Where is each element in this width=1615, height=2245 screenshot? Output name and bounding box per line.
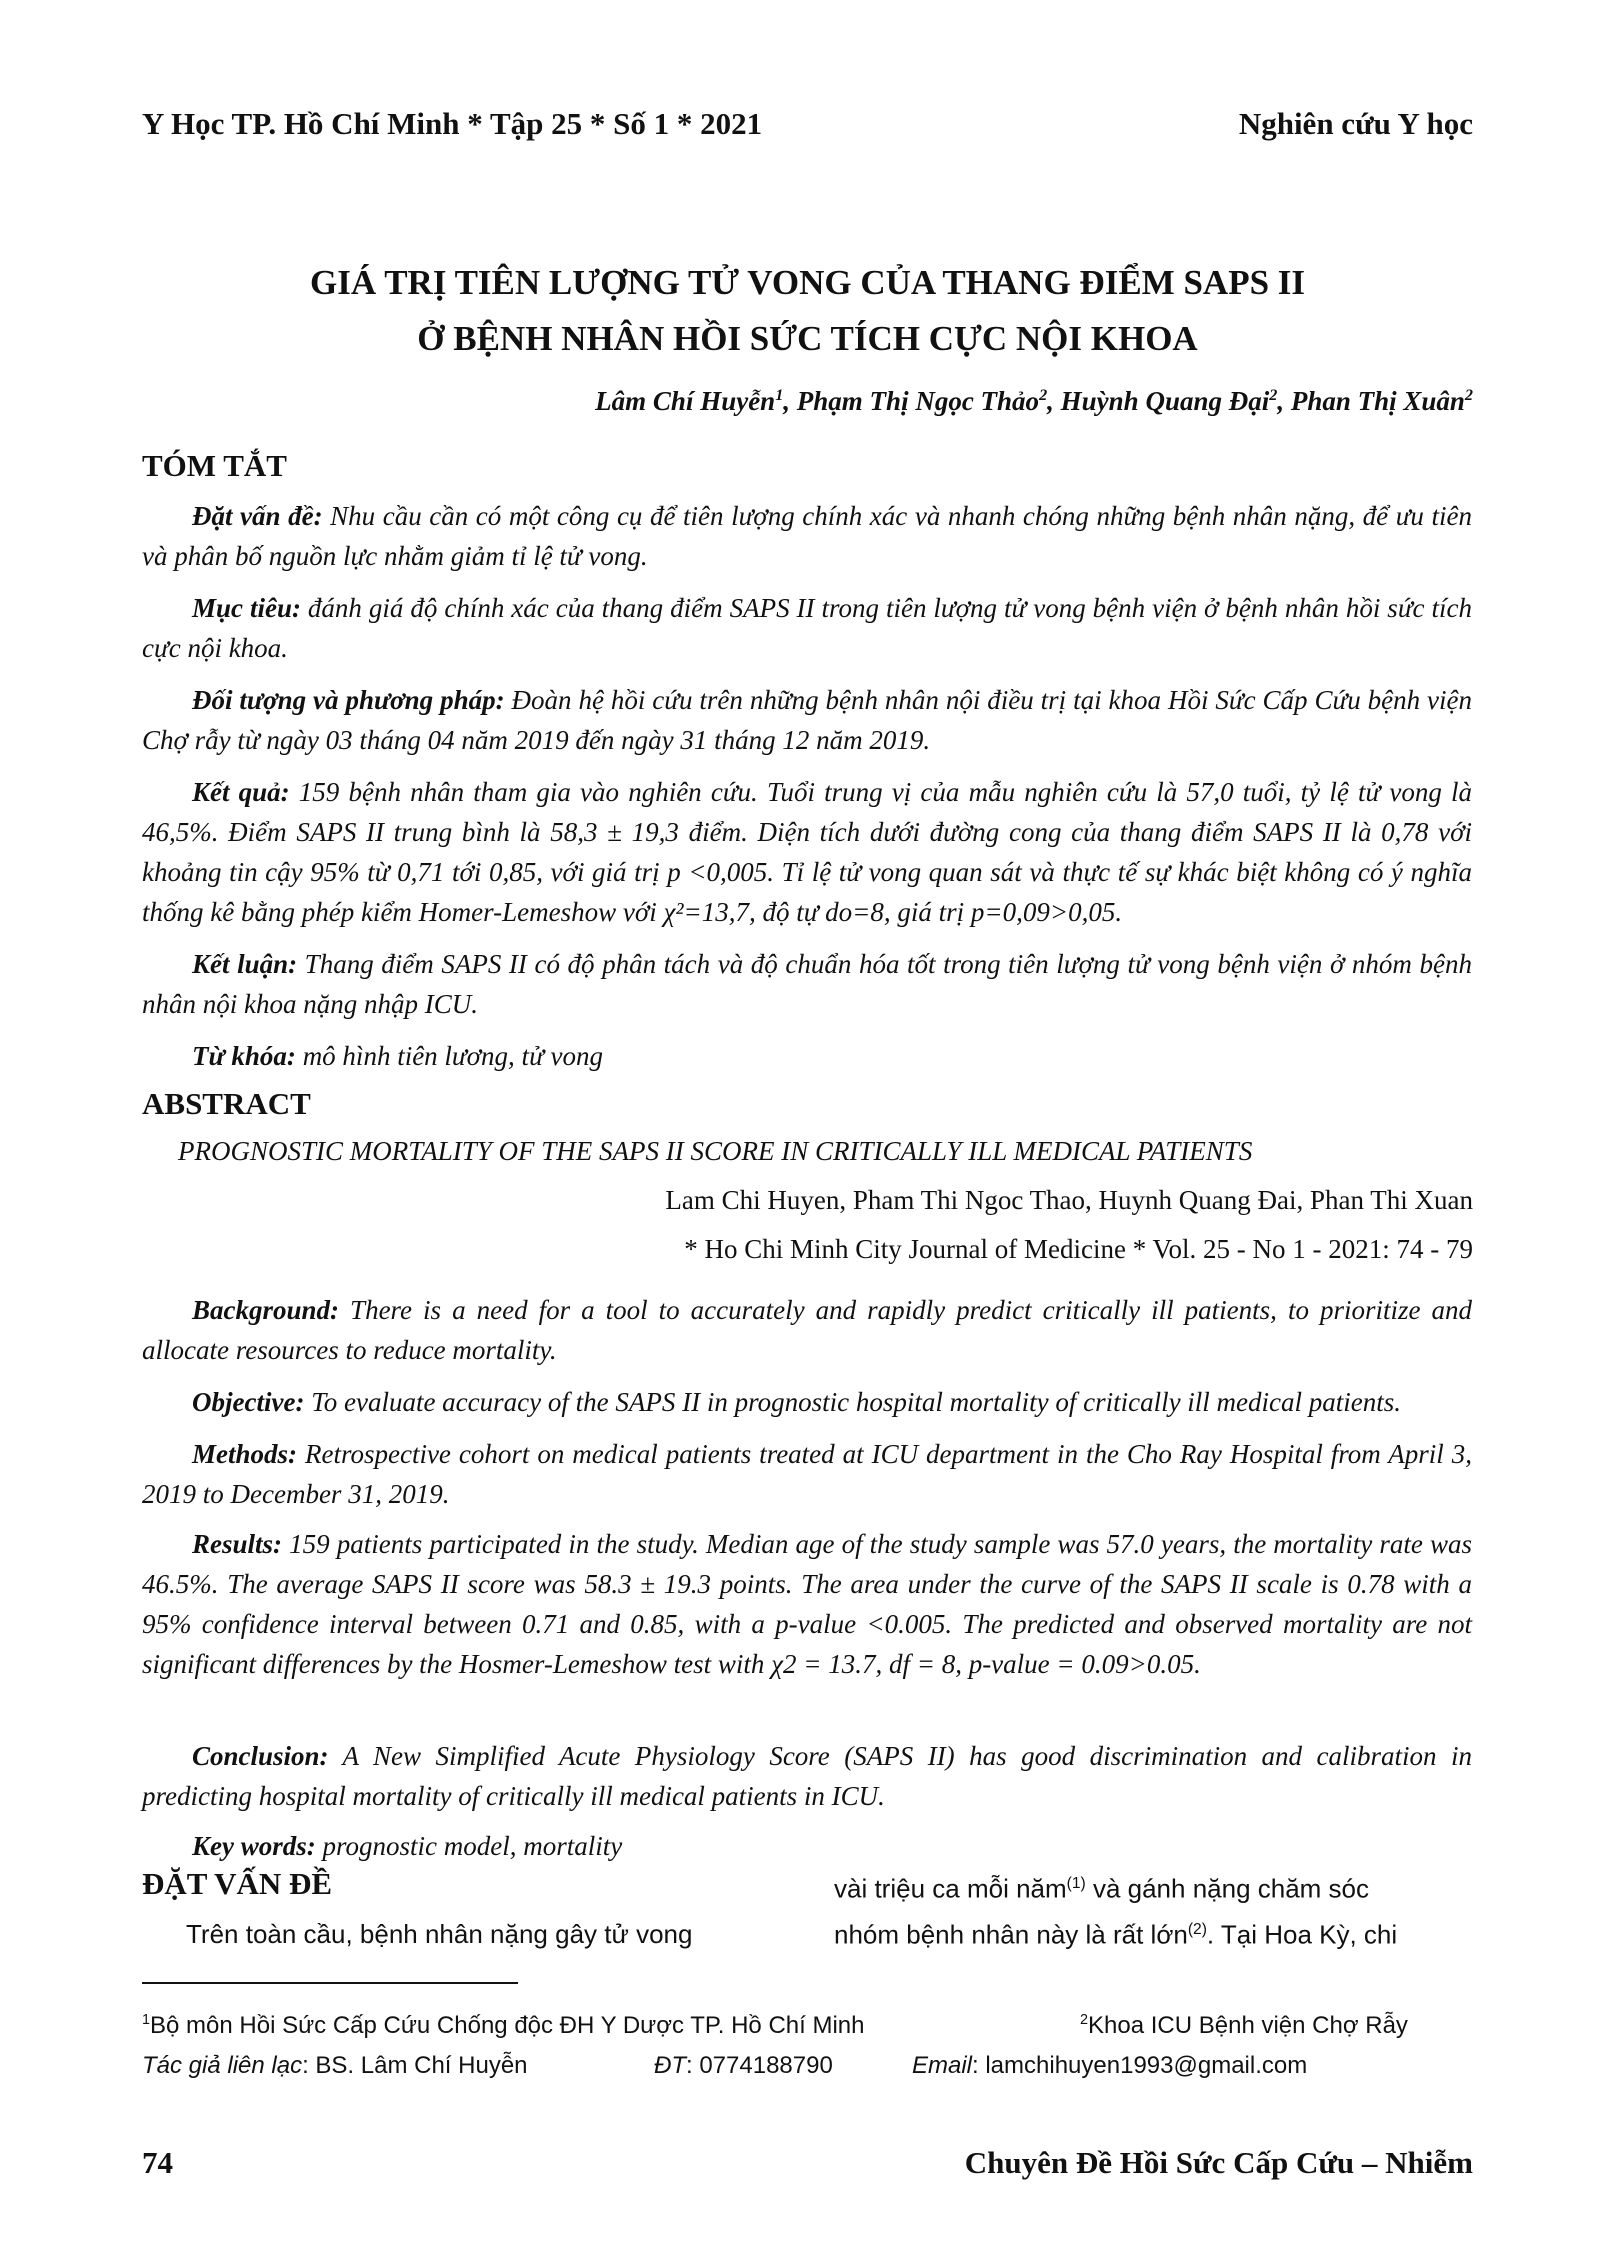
paragraph-label: Kết luận: (192, 949, 298, 979)
author-name: Huỳnh Quang Đại (1060, 386, 1270, 416)
abstract-paragraph-objective-vi (142, 588, 1472, 668)
paragraph-label: Đối tượng và phương pháp: (192, 685, 505, 715)
paragraph-text: Nhu cầu cần có một công cụ để tiên lượng chính xác và nhanh chóng những bệnh nhân nặng, để ưu tiên và phân bố nguồn lực nhằm giảm tỉ lệ tử vong. (142, 501, 1472, 571)
keywords-en (142, 1826, 1472, 1866)
title-line-1: GIÁ TRỊ TIÊN LƯỢNG TỬ VONG CỦA THANG ĐIỂM SAPS II (309, 263, 1306, 302)
journal-header: Y Học TP. Hồ Chí Minh * Tập 25 * Số 1 * 2021 (142, 106, 763, 141)
footer-section: Chuyên Đề Hồi Sức Cấp Cứu – Nhiễm (964, 2145, 1473, 2180)
body-right-column-line-1 (834, 1862, 1369, 1911)
citation-ref: (2) (1187, 1921, 1207, 1938)
paragraph-label: Objective: (192, 1387, 305, 1417)
body-left-column-line: Trên toàn cầu, bệnh nhân nặng gây tử vong (186, 1919, 693, 1949)
author-affiliation-mark: 1 (775, 386, 784, 404)
email (912, 2052, 1307, 2080)
corresponding-author (142, 2052, 528, 2080)
paragraph-label: Từ khóa: (192, 1041, 296, 1071)
citation: * Ho Chi Minh City Journal of Medicine * Vol. 25 - No 1 - 2021: 74 - 79 (684, 1234, 1473, 1264)
email-label: Email (912, 2052, 973, 2079)
paragraph-label: Background: (192, 1295, 340, 1325)
paragraph-text: Thang điểm SAPS II có độ phân tách và độ chuẩn hóa tốt trong tiên lượng tử vong bệnh viện ở nhóm bệnh nhân nội khoa nặng nhập ICU. (142, 949, 1472, 1019)
paragraph-label: Key words: (192, 1831, 316, 1861)
text-run: và gánh nặng chăm sóc (1085, 1873, 1370, 1904)
tom-tat-heading: TÓM TẮT (142, 448, 287, 483)
paragraph-label: Results: (192, 1529, 283, 1559)
paragraph-text: To evaluate accuracy of the SAPS II in prognostic hospital mortality of critically ill medical patients. (304, 1387, 1402, 1417)
paragraph-text: Retrospective cohort on medical patients treated at ICU department in the Cho Ray Hospital from April 3, 2019 to December 31, 2019. (142, 1439, 1472, 1509)
author-affiliation-mark: 2 (1464, 386, 1473, 404)
paragraph-text: A New Simplified Acute Physiology Score (SAPS II) has good discrimination and calibration in predicting hospital mortality of critically ill medical patients in ICU. (142, 1741, 1472, 1811)
category-header: Nghiên cứu Y học (1238, 106, 1473, 141)
text-run: nhóm bệnh nhân này là rất lớn (834, 1919, 1188, 1950)
author-separator: , (1277, 386, 1291, 416)
contact-label: Tác giả liên lạc (142, 2052, 303, 2079)
abstract-paragraph-results (142, 1524, 1472, 1684)
text-run: vài triệu ca mỗi năm (834, 1873, 1067, 1904)
phone-label: ĐT (654, 2052, 686, 2079)
paragraph-text: 159 patients participated in the study. Median age of the study sample was 57.0 years, the mortality rate was 46.5%. The average SAPS II score was 58.3 ± 19.3 points. The area under the curve of the SAPS II scale is 0.78 with a 95% confidence interval between 0.71 and 0.85, with a p-value <0.005. The predicted and observed mortality are not significant differences by the Hosmer-Lemeshow test with χ2 = 13.7, df = 8, p-value = 0.09>0.05. (142, 1529, 1472, 1679)
abstract-paragraph-conclusion (142, 1736, 1472, 1816)
paragraph-text: prognostic model, mortality (315, 1831, 623, 1861)
affiliation-mark: 2 (1080, 2012, 1089, 2028)
abstract-paragraph-objective (142, 1382, 1472, 1422)
paragraph-label: Conclusion: (192, 1741, 329, 1771)
phone (654, 2052, 833, 2080)
author-name: Phạm Thị Ngọc Thảo (796, 386, 1040, 416)
author-affiliation-mark: 2 (1039, 386, 1048, 404)
affiliation-mark: 1 (142, 2012, 151, 2028)
abstract-paragraph-background-vi (142, 496, 1472, 576)
abstract-paragraph-results-vi (142, 772, 1472, 932)
abstract-heading: ABSTRACT (142, 1086, 311, 1121)
body-right-column-line-2 (834, 1908, 1397, 1957)
abstract-paragraph-methods-vi (142, 680, 1472, 760)
affiliation-text: Khoa ICU Bệnh viện Chợ Rẫy (1088, 2012, 1408, 2039)
section-heading-intro: ĐẶT VẤN ĐỀ (142, 1866, 333, 1901)
author-name: Phan Thị Xuân (1290, 386, 1465, 416)
author-affiliation-mark: 2 (1269, 386, 1278, 404)
affiliation-1 (142, 2012, 864, 2040)
keywords-vi (142, 1036, 1472, 1076)
paragraph-label: Đặt vấn đề: (192, 501, 323, 531)
english-title: PROGNOSTIC MORTALITY OF THE SAPS II SCORE IN CRITICALLY ILL MEDICAL PATIENTS (178, 1136, 1253, 1166)
affiliation-text: Bộ môn Hồi Sức Cấp Cứu Chống độc ĐH Y Dược TP. Hồ Chí Minh (150, 2012, 865, 2039)
affiliation-2 (1080, 2012, 1408, 2040)
page-number: 74 (142, 2145, 173, 2180)
footnote-divider (142, 1982, 518, 1984)
paragraph-text: 159 bệnh nhân tham gia vào nghiên cứu. Tuổi trung vị của mẫu nghiên cứu là 57,0 tuổi, tỷ lệ tử vong là 46,5%. Điểm SAPS II trung bình là 58,3 ± 19,3 điểm. Diện tích dưới đường cong của thang điểm SAPS II là 0,78 với khoảng tin cậy 95% từ 0,71 tới 0,85, với giá trị p <0,005. Tỉ lệ tử vong quan sát và thực tế sự khác biệt không có ý nghĩa thống kê bằng phép kiểm Homer-Lemeshow với χ²=13,7, độ tự do=8, giá trị p=0,09>0,05. (142, 777, 1472, 927)
article-title (0, 255, 1615, 367)
author-list (595, 386, 1473, 417)
abstract-paragraph-methods (142, 1434, 1472, 1514)
email-value: : lamchihuyen1993@gmail.com (972, 2052, 1308, 2079)
citation-ref: (1) (1066, 1875, 1086, 1892)
abstract-paragraph-background (142, 1290, 1472, 1370)
author-separator: , (783, 386, 797, 416)
paragraph-text: đánh giá độ chính xác của thang điểm SAPS II trong tiên lượng tử vong bệnh viện ở bệnh nhân hồi sức tích cực nội khoa. (142, 593, 1472, 663)
paragraph-text: There is a need for a tool to accurately and rapidly predict critically ill patients, to prioritize and allocate resources to reduce mortality. (142, 1295, 1472, 1365)
paragraph-label: Mục tiêu: (192, 593, 301, 623)
paragraph-label: Kết quả: (192, 777, 290, 807)
contact-value: : BS. Lâm Chí Huyễn (302, 2052, 528, 2079)
text-run: . Tại Hoa Kỳ, chi (1206, 1919, 1398, 1950)
abstract-paragraph-conclusion-vi (142, 944, 1472, 1024)
author-name: Lâm Chí Huyễn (595, 386, 776, 416)
author-separator: , (1047, 386, 1061, 416)
phone-value: : 0774188790 (686, 2052, 833, 2079)
english-authors: Lam Chi Huyen, Pham Thi Ngoc Thao, Huynh Quang Đai, Phan Thi Xuan (665, 1185, 1473, 1215)
paragraph-text: Đoàn hệ hồi cứu trên những bệnh nhân nội điều trị tại khoa Hồi Sức Cấp Cứu bệnh viện Chợ rẫy từ ngày 03 tháng 04 năm 2019 đến ngày 31 tháng 12 năm 2019. (142, 685, 1472, 755)
title-line-2: Ở BỆNH NHÂN HỒI SỨC TÍCH CỰC NỘI KHOA (417, 319, 1198, 358)
paragraph-text: mô hình tiên lương, tử vong (295, 1041, 604, 1071)
paragraph-label: Methods: (192, 1439, 298, 1469)
